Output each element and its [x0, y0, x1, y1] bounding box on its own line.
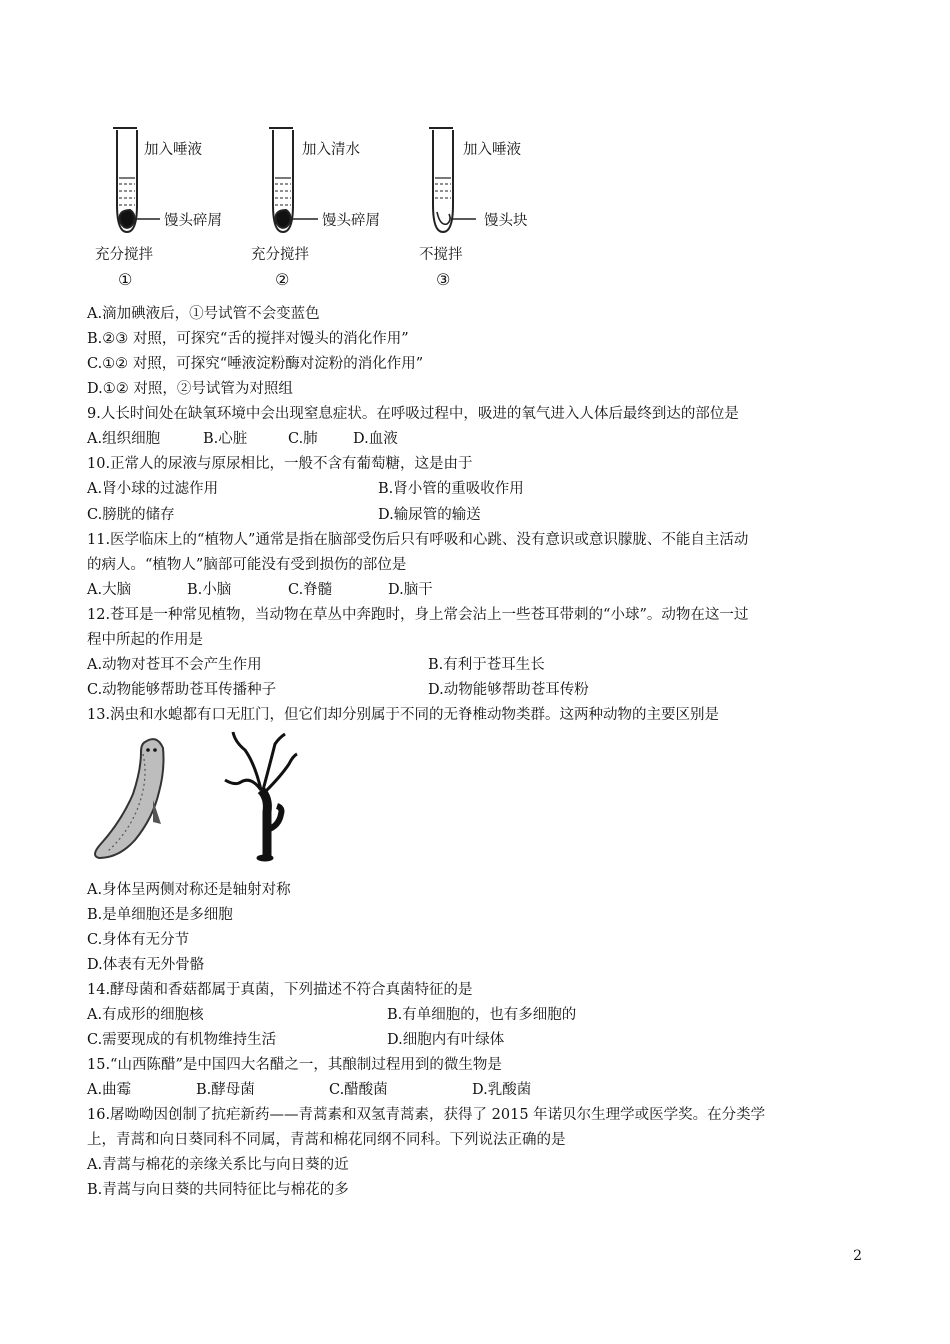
- planarian-hydra-illustration: [85, 730, 345, 870]
- q12-stem-line-1: 12.苍耳是一种常见植物，当动物在草丛中奔跑时，身上常会沾上一些苍耳带刺的“小球”。动物在这一过: [87, 607, 749, 623]
- q10-stem: 10.正常人的尿液与原尿相比，一般不含有葡萄糖，这是由于: [87, 456, 473, 472]
- q15-stem: 15.“山西陈醋”是中国四大名醋之一，其酿制过程用到的微生物是: [87, 1057, 502, 1073]
- q15-option-c: C.醋酸菌: [329, 1082, 388, 1098]
- tube-1-side-label: 馒头碎屑: [164, 213, 222, 229]
- q11-option-a: A.大脑: [87, 582, 132, 598]
- q13-option-c: C.身体有无分节: [87, 932, 190, 948]
- q14-option-b: B.有单细胞的，也有多细胞的: [387, 1007, 577, 1023]
- tube-3-bottom-label: 不搅拌: [419, 247, 463, 263]
- q11-stem-line-1: 11.医学临床上的“植物人”通常是指在脑部受伤后只有呼吸和心跳、没有意识或意识朦胧、不能自主活动: [87, 532, 749, 548]
- q9-stem: 9.人长时间处在缺氧环境中会出现窒息症状。在呼吸过程中，吸进的氧气进入人体后最终到达的部位是: [87, 406, 739, 422]
- q15-option-b: B.酵母菌: [196, 1082, 255, 1098]
- q8-option-d: D.①② 对照，②号试管为对照组: [87, 381, 293, 397]
- q14-option-d: D.细胞内有叶绿体: [387, 1032, 505, 1048]
- q13-stem: 13.涡虫和水螅都有口无肛门，但它们却分别属于不同的无脊椎动物类群。这两种动物的主要区别是: [87, 707, 720, 723]
- q10-option-a: A.肾小球的过滤作用: [87, 481, 219, 497]
- q11-option-b: B.小脑: [187, 582, 232, 598]
- q15-option-d: D.乳酸菌: [472, 1082, 532, 1098]
- q8-option-b: B.②③ 对照，可探究“舌的搅拌对馒头的消化作用”: [87, 331, 409, 347]
- q13-option-b: B.是单细胞还是多细胞: [87, 907, 233, 923]
- q9-option-c: C.肺: [288, 431, 318, 447]
- q12-option-a: A.动物对苍耳不会产生作用: [87, 657, 262, 673]
- tube-2-top-label: 加入清水: [302, 142, 360, 158]
- q13-option-a: A.身体呈两侧对称还是轴射对称: [87, 882, 291, 898]
- tube-2-side-label: 馒头碎屑: [322, 213, 380, 229]
- q10-option-d: D.输尿管的输送: [378, 507, 481, 523]
- q9-option-a: A.组织细胞: [87, 431, 161, 447]
- q10-option-b: B.肾小管的重吸收作用: [378, 481, 524, 497]
- page-number: 2: [853, 1248, 862, 1264]
- q9-option-d: D.血液: [353, 431, 398, 447]
- q13-option-d: D.体表有无外骨骼: [87, 957, 205, 973]
- q14-stem: 14.酵母菌和香菇都属于真菌，下列描述不符合真菌特征的是: [87, 982, 473, 998]
- q14-option-c: C.需要现成的有机物维持生活: [87, 1032, 277, 1048]
- q11-option-c: C.脊髓: [288, 582, 333, 598]
- q10-option-c: C.膀胱的储存: [87, 507, 175, 523]
- q16-option-a: A.青蒿与棉花的亲缘关系比与向日葵的近: [87, 1157, 349, 1173]
- tube-2-bottom-label: 充分搅拌: [251, 247, 309, 263]
- tube-3-side-label: 馒头块: [484, 213, 528, 229]
- q16-option-b: B.青蒿与向日葵的共同特征比与棉花的多: [87, 1182, 349, 1198]
- q14-option-a: A.有成形的细胞核: [87, 1007, 204, 1023]
- q12-option-c: C.动物能够帮助苍耳传播种子: [87, 682, 277, 698]
- q12-option-b: B.有利于苍耳生长: [428, 657, 545, 673]
- q12-option-d: D.动物能够帮助苍耳传粉: [428, 682, 589, 698]
- q8-option-a: A.滴加碘液后，①号试管不会变蓝色: [87, 306, 320, 322]
- q8-option-c: C.①② 对照，可探究“唾液淀粉酶对淀粉的消化作用”: [87, 356, 424, 372]
- q15-option-a: A.曲霉: [87, 1082, 132, 1098]
- q11-stem-line-2: 的病人。“植物人”脑部可能没有受到损伤的部位是: [87, 557, 407, 573]
- tube-1-top-label: 加入唾液: [144, 142, 202, 158]
- tube-1-number: ①: [118, 270, 133, 289]
- tube-2-number: ②: [275, 270, 290, 289]
- q12-stem-line-2: 程中所起的作用是: [87, 632, 203, 648]
- tube-3-top-label: 加入唾液: [463, 142, 521, 158]
- planarian-figure: [95, 739, 164, 858]
- q9-option-b: B.心脏: [203, 431, 248, 447]
- q11-option-d: D.脑干: [388, 582, 433, 598]
- q16-stem-line-2: 上，青蒿和向日葵同科不同属，青蒿和棉花同纲不同科。下列说法正确的是: [87, 1132, 566, 1148]
- tube-3-number: ③: [436, 270, 451, 289]
- hydra-figure: [225, 732, 297, 861]
- tube-1-bottom-label: 充分搅拌: [95, 247, 153, 263]
- q16-stem-line-1: 16.屠呦呦因创制了抗疟新药——青蒿素和双氢青蒿素，获得了 2015 年诺贝尔生理学或医学奖。在分类学: [87, 1107, 766, 1123]
